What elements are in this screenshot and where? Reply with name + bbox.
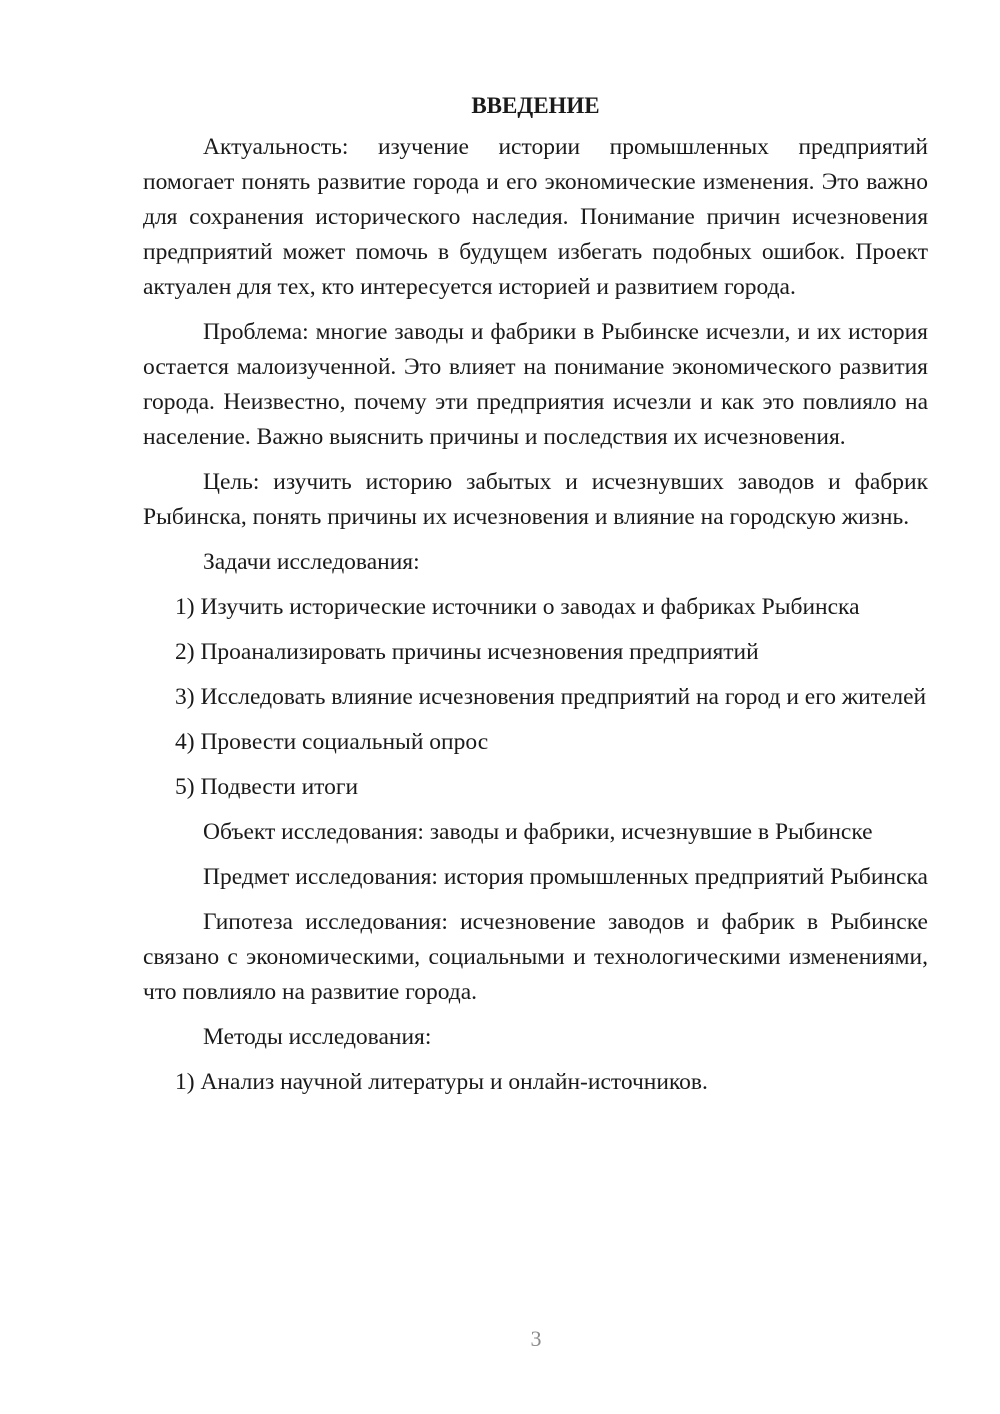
object-paragraph: Объект исследования: заводы и фабрики, исчезнувшие в Рыбинске xyxy=(203,819,873,845)
task-item: 3) Исследовать влияние исчезновения предприятий на город и его жителей xyxy=(175,684,927,710)
section-title: ВВЕДЕНИЕ xyxy=(471,93,600,118)
relevance-paragraph: Актуальность: изучение истории промышленных предприятий помогает понять развитие города и его экономические изменения. Это важно для сохранения исторического наследия. Понимание причин исчезновения предприятий может помочь в будущем избегать подобных ошибок. Проект актуален для тех, кто интересуется историей и развитием города. xyxy=(143,134,928,300)
document-page xyxy=(143,88,928,1110)
problem-paragraph: Проблема: многие заводы и фабрики в Рыбинске исчезли, и их история остается малоизученной. Это влияет на понимание экономического развития города. Неизвестно, почему эти предприятия исчезли и как это повлияло на население. Важно выяснить причины и последствия их исчезновения. xyxy=(143,319,928,450)
hypothesis-paragraph: Гипотеза исследования: исчезновение заводов и фабрик в Рыбинске связано с экономическими, социальными и технологическими изменениями, что повлияло на развитие города. xyxy=(143,909,928,1005)
goal-paragraph: Цель: изучить историю забытых и исчезнувших заводов и фабрик Рыбинска, понять причины их исчезновения и влияние на городскую жизнь. xyxy=(143,469,928,530)
task-item: 4) Провести социальный опрос xyxy=(175,729,489,755)
subject-paragraph: Предмет исследования: история промышленных предприятий Рыбинска xyxy=(203,864,928,890)
task-item: 1) Изучить исторические источники о заводах и фабриках Рыбинска xyxy=(175,594,860,620)
methods-heading: Методы исследования: xyxy=(203,1024,432,1050)
task-item: 2) Проанализировать причины исчезновения предприятий xyxy=(175,639,759,665)
method-item: 1) Анализ научной литературы и онлайн-источников. xyxy=(175,1069,708,1095)
tasks-heading: Задачи исследования: xyxy=(203,549,420,575)
page-number: 3 xyxy=(530,1326,542,1351)
task-item: 5) Подвести итоги xyxy=(175,774,359,800)
